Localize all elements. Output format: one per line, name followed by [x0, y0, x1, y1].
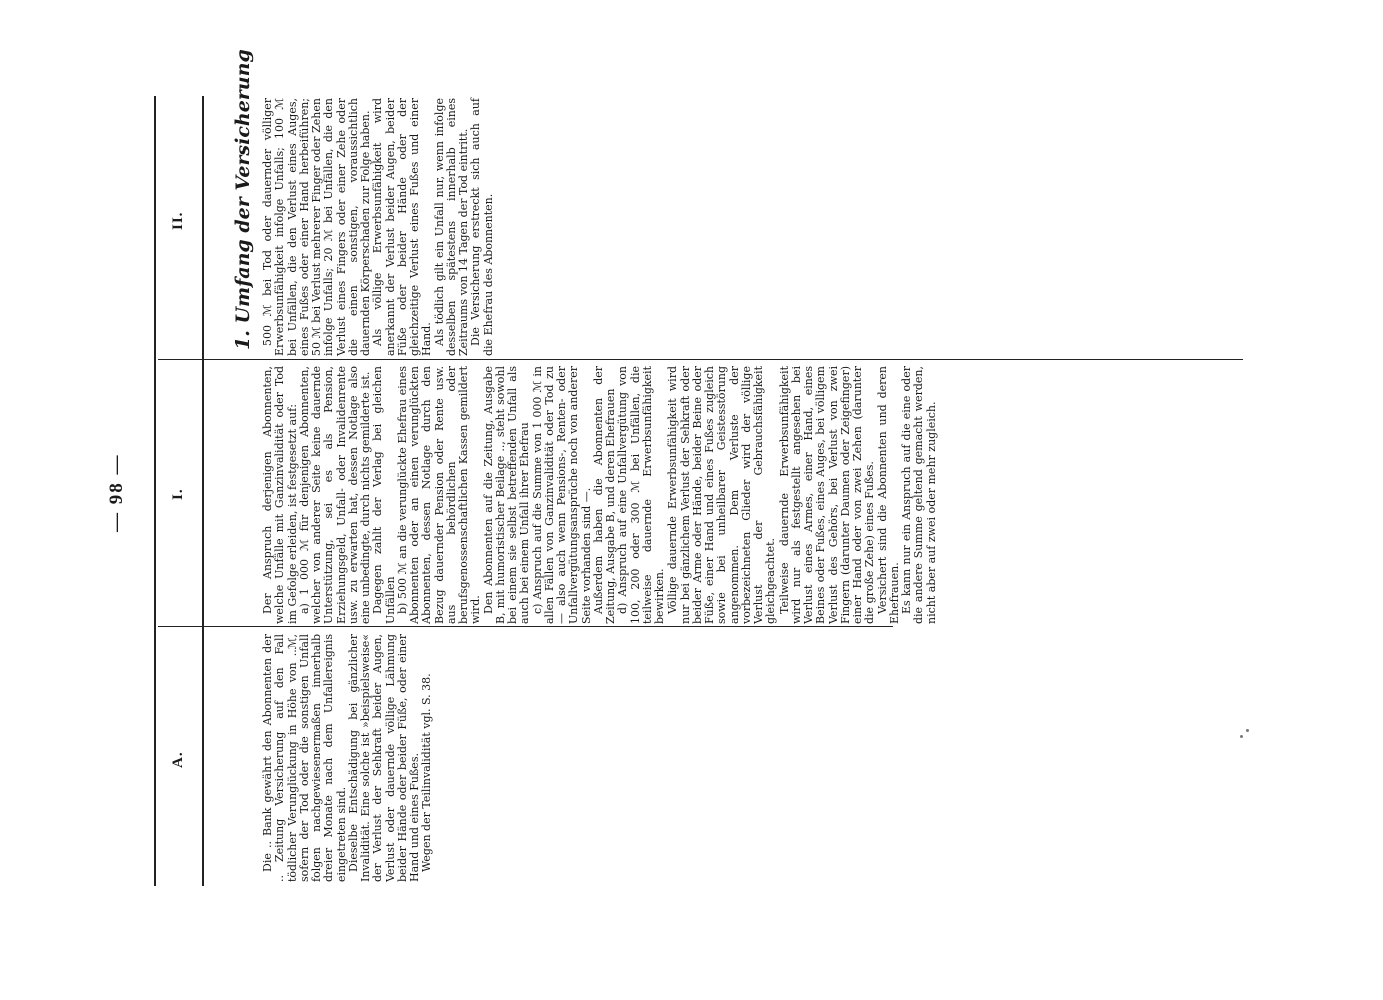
column-c-paragraph: 500 ℳ bei Tod oder dauernder völliger Erwerbsunfähigkeit infolge Unfalls; 100 ℳ bei Unfällen, die den Verlust eines Auges, eines Fußes oder einer Hand herbeiführen; 50 ℳ bei Verlust mehrerer Finger oder Zehen infolge Unfalls; 20 ℳ bei Unfällen, die den Verlust eines Fingers oder einer Zehe oder die einen sonstigen, voraussichtlich dauernden Körperschaden zur Folge haben. [261, 98, 372, 356]
column-b-paragraph: d) Anspruch auf eine Unfallvergütung von 100, 200 oder 300 ℳ bei Unfällen, die teilweise dauernde Erwerbsunfähigkeit bewirken. [616, 366, 666, 624]
column-c-paragraph: Als völlige Erwerbsunfähigkeit wird anerkannt der Verlust beider Augen, beider Füße oder beider Hände oder der gleichzeitige Verlust eines Fußes und einer Hand. [371, 98, 434, 356]
column-b-paragraph: Es kann nur ein Anspruch auf die eine oder die andere Summe geltend gemacht werden, nicht aber auf zwei oder mehr zugleich. [900, 366, 938, 624]
column-header-b: I. [170, 488, 186, 500]
digitization-credit [1374, 0, 1383, 391]
column-header-c: II. [170, 211, 186, 230]
column-a-paragraph: Die .. Bank gewährt den Abonnenten der .. Zeitung Versicherung auf den Fall tödlicher Verunglückung in Höhe von ..ℳ, sofern der Tod oder die sonstigen Unfall folgen nachgewiesenermaßen innerhalb dreier Monate nach dem Unfallereignis eingetreten sind. [261, 634, 348, 882]
column-b-paragraph: Der Anspruch derjenigen Abonnenten, welche Unfälle mit Ganzinvalidität oder Tod im Gefolge erleiden, ist festgesetzt auf: [261, 366, 299, 624]
column-divider-1 [158, 626, 893, 627]
header-rule [202, 96, 204, 886]
top-rule [154, 96, 156, 886]
section-heading: 1. Umfang der Versicherung [232, 49, 254, 350]
column-b-paragraph: a) 1 000 ℳ für denjenigen Abonnenten, welcher von anderer Seite keine dauernde Unterstützung, sei es als Pension, Erziehungsgeld, Unfall- oder Invalidenrente usw. zu erwarten hat, dessen Notlage also eine unbedingte, durch nichts gemilderte ist. [297, 366, 372, 624]
column-b-paragraph: Teilweise dauernde Erwerbsunfähigkeit wird nur als festgestellt angesehen bei Verlust eines Armes, einer Hand, eines Beines oder Fußes, eines Auges, bei völligem Verlust des Gehörs, bei Verlust von zwei Fingern (darunter Daumen oder Zeigefinger) einer Hand oder von zwei Zehen (darunter die große Zehe) eines Fußes. [777, 366, 877, 624]
column-a-text [262, 634, 434, 882]
column-c-text [262, 98, 495, 356]
column-divider-2 [158, 359, 1243, 360]
page-number: — 98 — [106, 453, 127, 532]
column-c-paragraph: Die Versicherung erstreckt sich auch auf die Ehefrau des Abonnenten. [469, 98, 495, 356]
scan-speck [1246, 729, 1249, 732]
column-header-a: A. [170, 751, 186, 768]
column-b-paragraph: Den Abonnenten auf die Zeitung, Ausgabe B, mit humoristischer Beilage .., steht sowohl bei einem sie selbst betreffenden Unfall als auch bei einem Unfall ihrer Ehefrau [481, 366, 532, 624]
column-a-paragraph: Wegen der Teilinvalidität vgl. S. 38. [420, 673, 434, 872]
column-b-paragraph: c) Anspruch auf die Summe von 1 000 ℳ in allen Fällen von Ganzinvalidität oder Tod zu — also auch wenn Pensions-, Renten- oder Unfallvergütungsansprüche noch von anderer Seite vorhanden sind —. [530, 366, 593, 624]
column-b-text [262, 366, 938, 624]
scan-speck [1240, 735, 1243, 738]
column-b-paragraph: b) 500 ℳ an die verunglückte Ehefrau eines Abonnenten oder an einen verunglückten Abonnenten, dessen Notlage durch den Bezug dauernder Pension oder Rente usw. aus behördlichen oder berufsgenossenschaftlichen Kassen gemildert wird. [395, 366, 483, 624]
column-b-paragraph: Versichert sind die Abonnenten und deren Ehefrauen. [875, 366, 901, 624]
column-a-paragraph: Dieselbe Entschädigung bei gänzlicher Invalidität. Eine solche ist »beispielsweise« der Verlust der Sehkraft beider Augen, Verlust oder dauernde völlige Lähmung beider Hände oder beider Füße, oder einer Hand und eines Fußes. [346, 634, 421, 882]
column-c-paragraph: Als tödlich gilt ein Unfall nur, wenn infolge desselben spätestens innerhalb eines Zeitraums von 14 Tagen der Tod eintritt. [432, 98, 470, 356]
column-b-paragraph: Dagegen zahlt der Verlag bei gleichen Unfällen [371, 366, 397, 624]
column-b-paragraph: Außerdem haben die Abonnenten der Zeitung, Ausgabe B, und deren Ehefrauen [591, 366, 617, 624]
column-b-paragraph: Völlige dauernde Erwerbsunfähigkeit wird nur bei gänzlichem Verlust der Sehkraft oder beider Arme oder Hände, beider Beine oder Füße, einer Hand und eines Fußes zugleich sowie bei unheilbarer Geistesstörung angenommen. Dem Verluste der vorbezeichneten Glieder wird der völlige Verlust der Gebrauchsfähigkeit gleichgeachtet. [666, 366, 778, 624]
